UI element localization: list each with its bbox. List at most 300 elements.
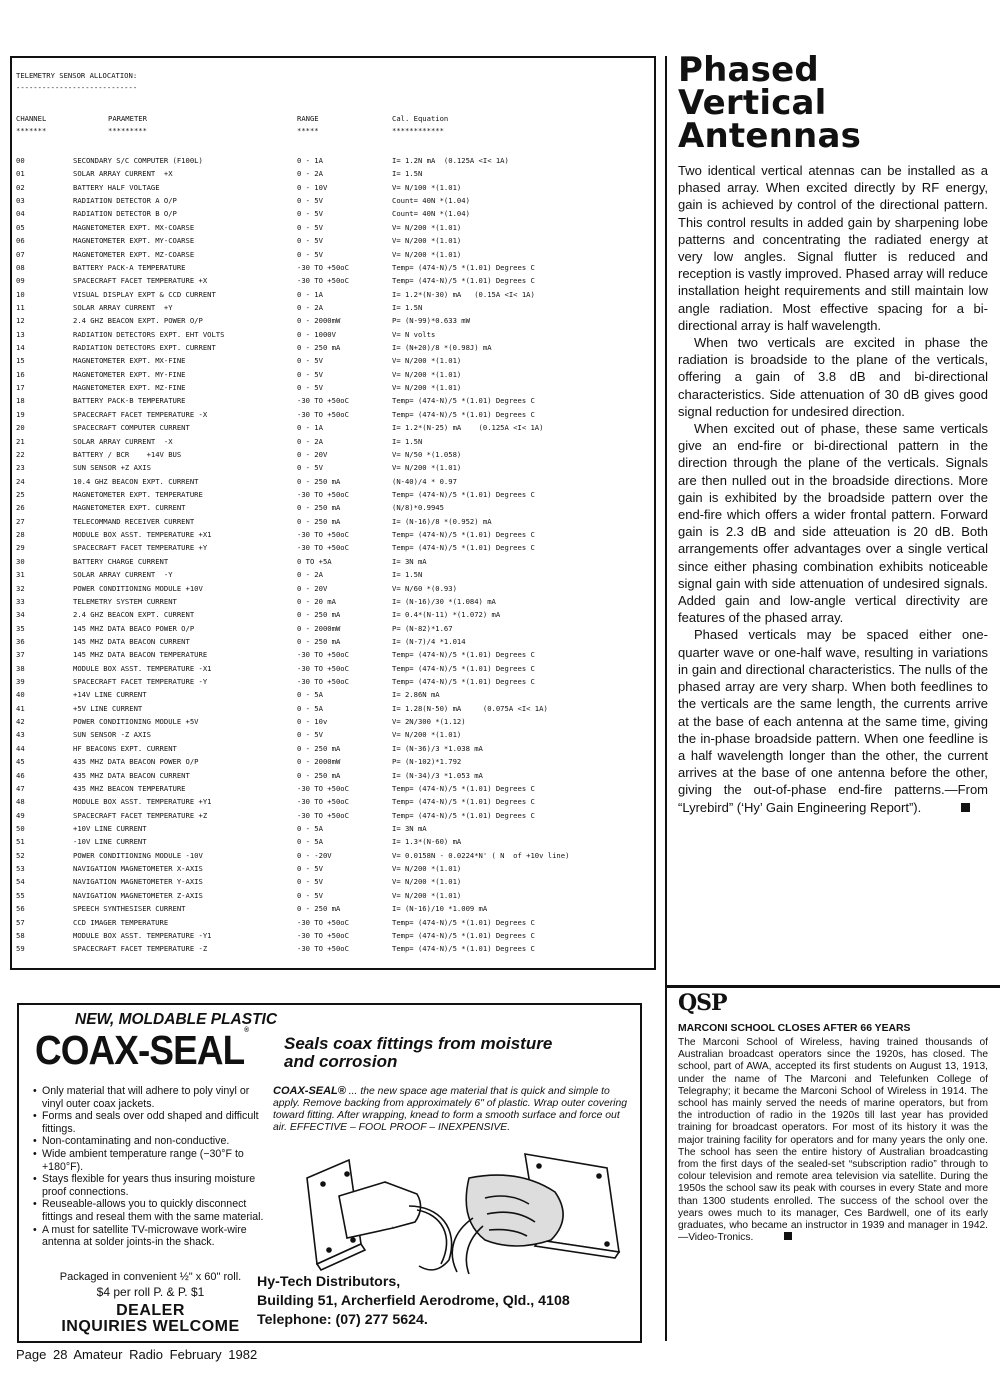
equation-cell: V= N/200 *(1.01) [392,222,462,232]
channel-cell: 35 [16,623,25,633]
channel-cell: 59 [16,944,25,954]
range-cell: 0 - 5V [297,463,323,473]
table-row [16,461,656,474]
table-row [16,675,656,688]
table-row [16,742,656,755]
range-cell: 0 - 5A [297,837,323,847]
parameter-cell: SUN SENSOR +Z AXIS [73,463,151,473]
channel-cell: 02 [16,182,25,192]
parameter-cell: MAGNETOMETER EXPT. MZ-COARSE [73,249,195,259]
qsp-body [678,1037,988,1244]
marks-equation: ************ [392,126,444,135]
range-cell: 0 - 250 mA [297,503,341,513]
table-row [16,234,656,247]
table-row [16,595,656,608]
channel-cell: 38 [16,663,25,673]
ad-feature-item: • Forms and seals over odd shaped and difficult fittings. [33,1110,268,1135]
table-row [16,715,656,728]
equation-cell: V= N/60 *(0.93) [392,583,457,593]
table-row [16,167,656,180]
ad-price: $4 per roll P. & P. $1 [96,1285,205,1299]
table-row [16,541,656,554]
parameter-cell: RADIATION DETECTOR A O/P [73,196,177,206]
equation-cell: Count= 40N *(1.04) [392,209,470,219]
article-title-line-3: Antennas [678,116,862,156]
parameter-cell: RADIATION DETECTOR B O/P [73,209,177,219]
table-row [16,902,656,915]
equation-cell: I= (N+20)/8 *(0.98J) mA [392,343,492,353]
parameter-cell: SPEECH SYNTHESISER CURRENT [73,904,186,914]
range-cell: 0 - 2A [297,570,323,580]
parameter-cell: SPACECRAFT FACET TEMPERATURE +Z [73,810,208,820]
channel-cell: 50 [16,824,25,833]
table-row [16,328,656,341]
table-header-marks [16,124,656,137]
equation-cell: Temp= (474-N)/5 *(1.01) Degrees C [392,810,535,820]
range-cell: -30 TO +50oC [297,409,349,419]
channel-cell: 17 [16,383,25,393]
parameter-cell: +14V LINE CURRENT [73,690,147,700]
channel-cell: 52 [16,850,25,860]
parameter-cell: POWER CONDITIONING MODULE +5V [73,717,199,727]
channel-cell: 11 [16,302,25,312]
parameter-cell: SPACECRAFT FACET TEMPERATURE -X [73,409,208,419]
equation-cell: V= N/200 *(1.01) [392,356,462,366]
range-cell: 0 - 5V [297,356,323,366]
equation-cell: Temp= (474-N)/5 *(1.01) Degrees C [392,409,535,419]
channel-cell: 55 [16,890,25,900]
equation-cell: Temp= (474-N)/5 *(1.01) Degrees C [392,262,535,272]
parameter-cell: SPACECRAFT FACET TEMPERATURE +Y [73,543,208,553]
parameter-cell: +10V LINE CURRENT [73,824,147,833]
table-title-rule: ---------------------------- [16,83,138,92]
range-cell: 0 - 5V [297,877,323,887]
table-row [16,154,656,167]
range-cell: 0 - 2A [297,436,323,446]
equation-cell: Temp= (474-N)/5 *(1.01) Degrees C [392,783,535,793]
channel-cell: 19 [16,409,25,419]
equation-cell: I= (N-34)/3 *1.053 mA [392,770,483,780]
table-row [16,862,656,875]
range-cell: 0 - 2A [297,302,323,312]
table-row [16,288,656,301]
ad-dealer-inquiries [33,1303,268,1335]
table-row [16,688,656,701]
range-cell: -30 TO +50oC [297,490,349,499]
range-cell: 0 - 250 mA [297,636,341,646]
equation-cell: (N-40)/4 * 0.97 [392,476,457,486]
channel-cell: 51 [16,837,25,847]
parameter-cell: HF BEACONS EXPT. CURRENT [73,743,177,753]
table-row [16,181,656,194]
parameter-cell: 435 MHZ BEACON TEMPERATURE [73,783,186,793]
table-row [16,635,656,648]
channel-cell: 22 [16,449,25,459]
equation-cell: V= 0.0158N - 0.0224*N' ( N of +10v line) [392,850,570,860]
parameter-cell: SOLAR ARRAY CURRENT -X [73,436,173,446]
channel-cell: 36 [16,636,25,646]
channel-cell: 47 [16,783,25,793]
parameter-cell: MODULE BOX ASST. TEMPERATURE +X1 [73,530,212,540]
ad-dist-phone: Telephone: (07) 277 5624. [257,1312,428,1328]
article-paragraph-last [678,626,988,815]
marks-range: ***** [297,126,319,135]
range-cell: -30 TO +50oC [297,944,349,954]
range-cell: -30 TO +50oC [297,663,349,673]
equation-cell: Temp= (474-N)/5 *(1.01) Degrees C [392,930,535,940]
parameter-cell: BATTERY PACK-A TEMPERATURE [73,262,186,272]
range-cell: -30 TO +50oC [297,917,349,927]
ad-feature-item: • Wide ambient temperature range (−30°F to +180°F). [33,1148,268,1173]
range-cell: 0 - 5V [297,864,323,874]
table-row [16,501,656,514]
parameter-cell: SOLAR ARRAY CURRENT +Y [73,302,173,312]
table-row [16,435,656,448]
table-row [16,394,656,407]
channel-cell: 09 [16,276,25,286]
equation-cell: Count= 40N *(1.04) [392,196,470,206]
table-row [16,274,656,287]
range-cell: 0 - 250 mA [297,743,341,753]
table-row [16,849,656,862]
table-row [16,248,656,261]
range-cell: 0 - 250 mA [297,770,341,780]
parameter-cell: BATTERY / BCR +14V BUS [73,449,182,459]
table-row [16,835,656,848]
table-row [16,207,656,220]
table-row [16,301,656,314]
equation-cell: I= 3N mA [392,556,427,566]
channel-cell: 27 [16,516,25,526]
equation-cell: I= (N-16)/10 *1.009 mA [392,904,488,914]
coax-seal-advertisement [17,1003,642,1343]
qsp-logo: QSP [678,990,727,1016]
ad-dist-address: Building 51, Archerfield Aerodrome, Qld., 4108 [257,1293,570,1309]
channel-cell: 25 [16,490,25,499]
parameter-cell: TELEMETRY SYSTEM CURRENT [73,596,177,606]
range-cell: 0 - 5V [297,236,323,246]
article-body [678,162,988,816]
equation-cell: V= N/200 *(1.01) [392,877,462,887]
equation-cell: P= (N-82)*1.67 [392,623,453,633]
table-row [16,702,656,715]
parameter-cell: MAGNETOMETER EXPT. MX-COARSE [73,222,195,232]
equation-cell: V= N/200 *(1.01) [392,730,462,740]
range-cell: -30 TO +50oC [297,276,349,286]
parameter-cell: MAGNETOMETER EXPT. CURRENT [73,503,186,513]
table-row [16,221,656,234]
range-cell: 0 - 5V [297,196,323,206]
channel-cell: 49 [16,810,25,820]
table-row [16,648,656,661]
range-cell: 0 - 2A [297,169,323,179]
parameter-cell: NAVIGATION MAGNETOMETER Y-AXIS [73,877,203,887]
parameter-cell: TELECOMMAND RECEIVER CURRENT [73,516,195,526]
range-cell: 0 TO +5A [297,556,332,566]
range-cell: 0 - 2000mW [297,316,341,326]
header-parameter: PARAMETER [108,114,147,123]
equation-cell: V= N/50 *(1.058) [392,449,462,459]
range-cell: 0 - 5A [297,703,323,713]
equation-cell: P= (N-99)*0.633 mW [392,316,470,326]
table-row [16,795,656,808]
range-cell: 0 - 1A [297,423,323,433]
equation-cell: I= (N-16)/30 *(1.084) mA [392,596,496,606]
channel-cell: 39 [16,677,25,687]
parameter-cell: MAGNETOMETER EXPT. MX-FINE [73,356,186,366]
range-cell: 0 - 2000mW [297,757,341,767]
equation-cell: I= 1.5N [392,436,423,446]
equation-cell: Temp= (474-N)/5 *(1.01) Degrees C [392,677,535,687]
range-cell: -30 TO +50oC [297,810,349,820]
ad-desc-text: ... the new space age material that is quick and simple to apply. Remove backing from approximately 6" of plastic. Wrap outer covering toward fitting. After wrapping, knead to form a smooth surface and force out air. EFFECTIVE – FOOL PROOF – INEXPENSIVE. [273,1086,628,1133]
ad-feature-item: • A must for satellite TV-microwave work-wire antenna at solder joints-in the shack. [33,1224,268,1249]
parameter-cell: SPACECRAFT FACET TEMPERATURE -Z [73,944,208,954]
channel-cell: 33 [16,596,25,606]
table-row [16,261,656,274]
table-row [16,194,656,207]
end-of-article-square-icon [961,803,970,812]
range-cell: 0 - 5V [297,222,323,232]
range-cell: -30 TO +50oC [297,650,349,660]
equation-cell: Temp= (474-N)/5 *(1.01) Degrees C [392,650,535,660]
table-row [16,875,656,888]
channel-cell: 44 [16,743,25,753]
ad-brand-text: COAX-SEAL [35,1027,245,1073]
parameter-cell: 2.4 GHZ BEACON EXPT. CURRENT [73,610,195,620]
parameter-cell: BATTERY CHARGE CURRENT [73,556,169,566]
channel-cell: 42 [16,717,25,727]
table-row [16,314,656,327]
range-cell: 0 - 250 mA [297,904,341,914]
channel-cell: 57 [16,917,25,927]
parameter-cell: RADIATION DETECTORS EXPT. CURRENT [73,343,216,353]
channel-cell: 32 [16,583,25,593]
table-row [16,421,656,434]
equation-cell: V= N/200 *(1.01) [392,890,462,900]
channel-cell: 14 [16,343,25,353]
table-row [16,528,656,541]
page-footer: Page 28 Amateur Radio February 1982 [16,1347,258,1362]
equation-cell: (N/8)*0.9945 [392,503,444,513]
table-row [16,942,656,955]
article-title [678,50,998,156]
range-cell: 0 - 5V [297,249,323,259]
range-cell: -30 TO +50oC [297,677,349,687]
range-cell: 0 - -20V [297,850,332,860]
equation-cell: Temp= (474-N)/5 *(1.01) Degrees C [392,917,535,927]
range-cell: 0 - 20V [297,583,328,593]
range-cell: 0 - 250 mA [297,610,341,620]
channel-cell: 03 [16,196,25,206]
parameter-cell: MAGNETOMETER EXPT. MZ-FINE [73,383,186,393]
channel-cell: 08 [16,262,25,272]
marks-channel: ******* [16,126,47,135]
table-row [16,368,656,381]
channel-cell: 37 [16,650,25,660]
range-cell: 0 - 5A [297,690,323,700]
channel-cell: 48 [16,797,25,807]
table-row [16,622,656,635]
header-range: RANGE [297,114,319,123]
range-cell: 0 - 10v [297,717,328,727]
parameter-cell: NAVIGATION MAGNETOMETER X-AXIS [73,864,203,874]
equation-cell: I= 1.2*(N-30) mA (0.15A <I< 1A) [392,289,535,299]
parameter-cell: MODULE BOX ASST. TEMPERATURE -X1 [73,663,212,673]
article-paragraph: When excited out of phase, these same verticals give an end-fire or bi-directional pattern in the direction through the plane of the verticals. Signals are then nulled out in the broadside directions. More gain is exhibited by the broadside pattern over the end-fire which offers a wider frontal pattern. Forward gain is 2.3 dB and side atteuation is 20 dB. Both arrangements offer advantages over a single vertical since either phasing combination exhibits noticeable signal gain with side attenuation of undesired signals. Added gain and low-angle vertical directivity are features of the phased array. [678,421,988,626]
header-channel: CHANNEL [16,114,47,123]
table-row [16,381,656,394]
range-cell: 0 - 5A [297,824,323,833]
parameter-cell: SPACECRAFT COMPUTER CURRENT [73,423,190,433]
channel-cell: 12 [16,316,25,326]
parameter-cell: POWER CONDITIONING MODULE +10V [73,583,203,593]
article-paragraph-text: Phased verticals may be spaced either one-quarter wave or one-half wave, resulting in variations in gain and directional characteristics. The nulls of the phased array are very sharp. When both feedlines to the verticals are the same length, the currents arrive at the base of each antenna at the same time, giving the in-phase broadside pattern. When one feedline is a half wavelength longer than the other, the current arrives at the base of one antenna before the other, giving the out-of-phase end-fire patterns.—From “Lyrebird” (‘Hy’ Gain Engineering Report”). [678,627,988,815]
equation-cell: V= N/100 *(1.01) [392,182,462,192]
article-title-line-2: Vertical [678,83,827,123]
range-cell: 0 - 5V [297,730,323,740]
table-row [16,354,656,367]
parameter-cell: SUN SENSOR -Z AXIS [73,730,151,740]
equation-cell: Temp= (474-N)/5 *(1.01) Degrees C [392,396,535,406]
table-row [16,341,656,354]
equation-cell: V= N/200 *(1.01) [392,864,462,874]
channel-cell: 10 [16,289,25,299]
channel-cell: 13 [16,329,25,339]
range-cell: 0 - 250 mA [297,343,341,353]
range-cell: 0 - 250 mA [297,516,341,526]
article-paragraph: When two verticals are excited in phase the radiation is broadside to the plane of the verticals, offering a gain of 3.8 dB and bi-directional characteristics. Side attenuation of 30 dB gives good signal reduction for undesired direction. [678,335,988,419]
parameter-cell: 145 MHZ DATA BEACON CURRENT [73,636,190,646]
channel-cell: 34 [16,610,25,620]
channel-cell: 06 [16,236,25,246]
ad-tagline: Seals coax fittings from moisture and corrosion [284,1034,553,1071]
parameter-cell: 435 MHZ DATA BEACON POWER O/P [73,757,199,767]
parameter-cell: +5V LINE CURRENT [73,703,143,713]
equation-cell: Temp= (474-N)/5 *(1.01) Degrees C [392,944,535,954]
parameter-cell: SPACECRAFT FACET TEMPERATURE +X [73,276,208,286]
channel-cell: 01 [16,169,25,179]
channel-cell: 56 [16,904,25,914]
equation-cell: I= 1.5N [392,169,423,179]
channel-cell: 05 [16,222,25,232]
parameter-cell: NAVIGATION MAGNETOMETER Z-AXIS [73,890,203,900]
header-equation: Cal. Equation [392,114,449,123]
qsp-headline: MARCONI SCHOOL CLOSES AFTER 66 YEARS [678,1023,911,1034]
parameter-cell: MAGNETOMETER EXPT. TEMPERATURE [73,490,203,499]
parameter-cell: MODULE BOX ASST. TEMPERATURE -Y1 [73,930,212,940]
equation-cell: V= 2N/300 *(1.12) [392,717,466,727]
ad-brand [35,1027,248,1074]
ad-feature-item: • Non-contaminating and non-conductive. [33,1135,268,1148]
channel-cell: 30 [16,556,25,566]
parameter-cell: CCD IMAGER TEMPERATURE [73,917,169,927]
ad-packaged: Packaged in convenient ½" x 60" roll. [59,1271,242,1283]
channel-cell: 18 [16,396,25,406]
equation-cell: I= 1.2N mA (0.125A <I< 1A) [392,156,509,165]
table-row [16,916,656,929]
parameter-cell: 10.4 GHZ BEACON EXPT. CURRENT [73,476,199,486]
table-row [16,582,656,595]
channel-cell: 07 [16,249,25,259]
channel-cell: 20 [16,423,25,433]
ad-distributor [257,1273,570,1330]
range-cell: -30 TO +50oC [297,262,349,272]
marks-parameter: ********* [108,126,147,135]
ad-feature-list [33,1085,268,1249]
ad-dist-name: Hy-Tech Distributors, [257,1274,401,1290]
equation-cell: I= 1.5N [392,302,423,312]
channel-cell: 53 [16,864,25,874]
range-cell: -30 TO +50oC [297,543,349,553]
equation-cell: V= N/200 *(1.01) [392,249,462,259]
ad-description [273,1085,628,1134]
equation-cell: Temp= (474-N)/5 *(1.01) Degrees C [392,530,535,540]
range-cell: 0 - 5V [297,383,323,393]
table-row [16,755,656,768]
range-cell: -30 TO +50oC [297,396,349,406]
range-cell: 0 - 20 mA [297,596,336,606]
parameter-cell: MODULE BOX ASST. TEMPERATURE +Y1 [73,797,212,807]
ad-dealer-line-2: INQUIRIES WELCOME [61,1318,240,1335]
channel-cell: 04 [16,209,25,219]
ad-feature-item: • Stays flexible for years thus insuring moisture proof connections. [33,1173,268,1198]
equation-cell: I= (N-16)/8 *(0.952) mA [392,516,492,526]
coax-fitting-illustration [289,1148,639,1278]
equation-cell: Temp= (474-N)/5 *(1.01) Degrees C [392,276,535,286]
range-cell: 0 - 1A [297,156,323,165]
range-cell: 0 - 5V [297,369,323,379]
equation-cell: V= N/200 *(1.01) [392,463,462,473]
ad-new-line: NEW, MOLDABLE PLASTIC [75,1011,278,1028]
range-cell: -30 TO +50oC [297,930,349,940]
parameter-cell: SOLAR ARRAY CURRENT +X [73,169,173,179]
telemetry-table [10,56,656,970]
table-row [16,568,656,581]
parameter-cell: POWER CONDITIONING MODULE -10V [73,850,203,860]
equation-cell: V= N/200 *(1.01) [392,383,462,393]
channel-cell: 58 [16,930,25,940]
parameter-cell: 145 MHZ DATA BEACO POWER O/P [73,623,195,633]
table-row [16,488,656,501]
range-cell: 0 - 10V [297,182,328,192]
table-row [16,555,656,568]
equation-cell: V= N/200 *(1.01) [392,236,462,246]
equation-cell: I= 0.4*(N-11) *(1.072) mA [392,610,501,620]
parameter-cell: MAGNETOMETER EXPT. MY-COARSE [73,236,195,246]
equation-cell: I= 3N mA [392,824,427,833]
ad-desc-brand: COAX-SEAL® [273,1085,346,1097]
parameter-cell: BATTERY PACK-B TEMPERATURE [73,396,186,406]
parameter-cell: VISUAL DISPLAY EXPT & CCD CURRENT [73,289,216,299]
parameter-cell: MAGNETOMETER EXPT. MY-FINE [73,369,186,379]
table-row [16,408,656,421]
channel-cell: 21 [16,436,25,446]
equation-cell: V= N/200 *(1.01) [392,369,462,379]
channel-cell: 24 [16,476,25,486]
parameter-cell: 435 MHZ DATA BEACON CURRENT [73,770,190,780]
equation-cell: I= 2.86N mA [392,690,440,700]
equation-cell: V= N volts [392,329,436,339]
parameter-cell: RADIATION DETECTORS EXPT. EHT VOLTS [73,329,225,339]
channel-cell: 41 [16,703,25,713]
channel-cell: 45 [16,757,25,767]
parameter-cell: BATTERY HALF VOLTAGE [73,182,160,192]
channel-cell: 23 [16,463,25,473]
parameter-cell: SECONDARY S/C COMPUTER (F100L) [73,156,203,165]
article-title-line-1: Phased [678,50,819,90]
range-cell: 0 - 20V [297,449,328,459]
